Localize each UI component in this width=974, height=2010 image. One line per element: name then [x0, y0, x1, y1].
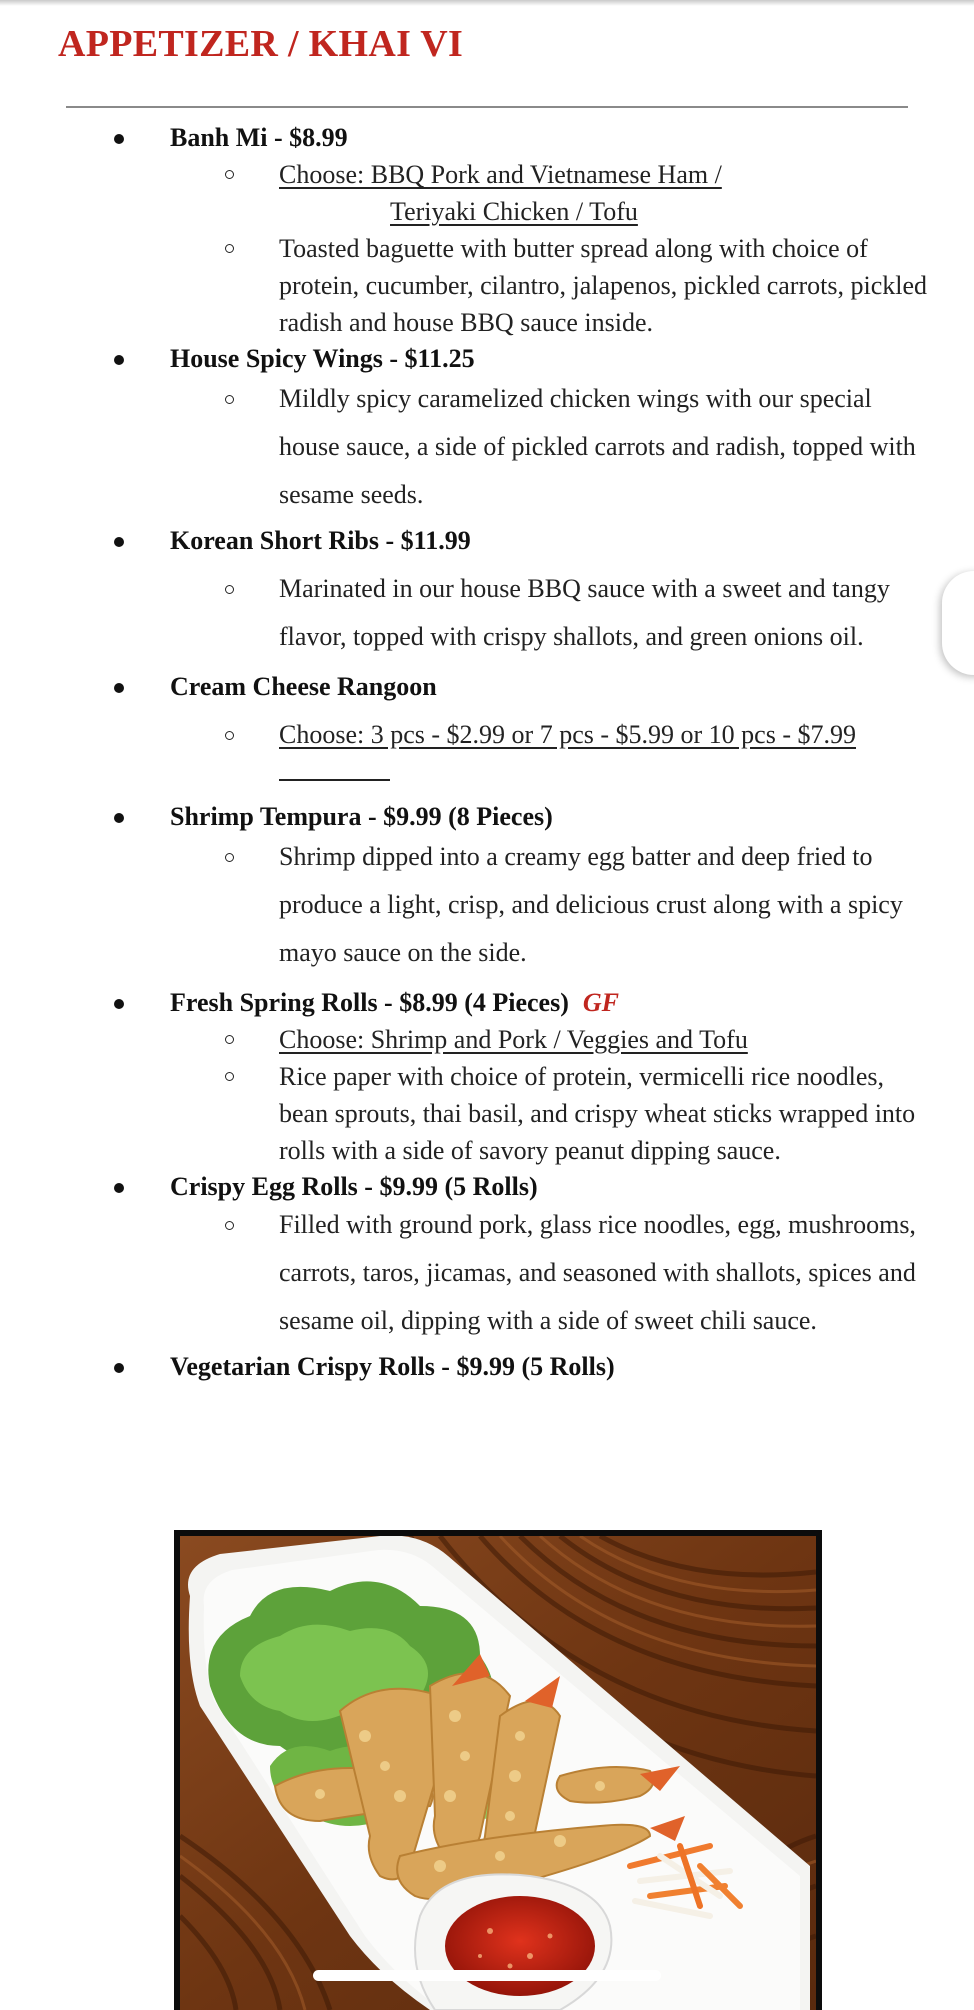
item-choose	[170, 1021, 934, 1058]
item-title: Crispy Egg Rolls - $9.99 (5 Rolls)	[170, 1172, 538, 1201]
bullet-icon	[114, 1183, 124, 1193]
menu-item-house-spicy-wings	[0, 341, 974, 519]
item-name: Fresh Spring Rolls - $8.99 (4 Pieces)	[170, 988, 569, 1017]
choose-line-1: Choose: BBQ Pork and Vietnamese Ham /	[279, 160, 722, 189]
menu-item-crispy-egg-rolls	[0, 1169, 974, 1345]
description-text: Filled with ground pork, glass rice noodles, egg, mushrooms, carrots, taros, jicamas, and seasoned with shallots, spices and sesame oil, dipping with a side of sweet chili sauce.	[279, 1210, 916, 1335]
sub-bullet-icon	[225, 1035, 234, 1044]
sub-bullet-icon	[225, 731, 234, 740]
menu-item-shrimp-tempura	[0, 799, 974, 977]
item-choose	[170, 156, 934, 230]
sub-bullet-icon	[225, 395, 234, 404]
item-title	[170, 985, 934, 1021]
sub-bullet-icon	[225, 170, 234, 179]
item-title: Cream Cheese Rangoon	[170, 672, 437, 701]
choose-line-2: Teriyaki Chicken / Tofu	[390, 197, 638, 226]
choose-text: Choose: Shrimp and Pork / Veggies and Tofu	[279, 1025, 748, 1054]
bullet-icon	[114, 683, 124, 693]
bullet-icon	[114, 134, 124, 144]
item-description	[170, 565, 934, 661]
sub-bullet-icon	[225, 853, 234, 862]
menu-item-fresh-spring-rolls	[0, 985, 974, 1169]
menu-item-banh-mi	[0, 120, 974, 341]
item-choose	[170, 711, 934, 781]
choose-text: Choose: 3 pcs - $2.99 or 7 pcs - $5.99 or 10 pcs - $7.99	[279, 720, 856, 749]
item-description	[170, 833, 934, 977]
food-photo	[174, 1530, 822, 2010]
menu-list	[0, 120, 974, 1385]
bullet-icon	[114, 813, 124, 823]
description-text: Marinated in our house BBQ sauce with a sweet and tangy flavor, topped with crispy shallots, and green onions oil.	[279, 574, 890, 651]
sub-bullet-icon	[225, 1072, 234, 1081]
menu-item-korean-short-ribs	[0, 523, 974, 661]
description-text: Mildly spicy caramelized chicken wings with our special house sauce, a side of pickled carrots and radish, topped with sesame seeds.	[279, 384, 916, 509]
item-description	[170, 1201, 934, 1345]
home-indicator[interactable]	[313, 1970, 661, 1981]
item-title: Vegetarian Crispy Rolls - $9.99 (5 Rolls)	[170, 1352, 615, 1381]
shrimp-tempura-photo	[180, 1536, 816, 2010]
sub-bullet-icon	[225, 585, 234, 594]
menu-item-vegetarian-crispy-rolls	[0, 1349, 974, 1385]
item-title: Korean Short Ribs - $11.99	[170, 526, 471, 555]
description-text: Rice paper with choice of protein, vermicelli rice noodles, bean sprouts, thai basil, and crispy wheat sticks wrapped into rolls with a side of savory peanut dipping sauce.	[279, 1062, 916, 1165]
bullet-icon	[114, 999, 124, 1009]
floating-edge-button[interactable]	[942, 571, 974, 675]
item-description	[170, 1058, 934, 1169]
bullet-icon	[114, 537, 124, 547]
item-title: Shrimp Tempura - $9.99 (8 Pieces)	[170, 802, 553, 831]
sub-bullet-icon	[225, 244, 234, 253]
underline-stub	[279, 779, 390, 781]
item-description	[170, 375, 934, 519]
bullet-icon	[114, 1363, 124, 1373]
description-text: Toasted baguette with butter spread along with choice of protein, cucumber, cilantro, jalapenos, pickled carrots, pickled radish and house BBQ sauce inside.	[279, 234, 927, 337]
gluten-free-badge: GF	[582, 988, 619, 1017]
description-text: Shrimp dipped into a creamy egg batter and deep fried to produce a light, crisp, and delicious crust along with a spicy mayo sauce on the side.	[279, 842, 903, 967]
bullet-icon	[114, 355, 124, 365]
sub-bullet-icon	[225, 1221, 234, 1230]
top-shadow	[0, 0, 974, 6]
item-title: House Spicy Wings - $11.25	[170, 344, 475, 373]
title-divider	[66, 106, 908, 108]
page-title: APPETIZER / KHAI VI	[58, 23, 464, 65]
item-description	[170, 230, 934, 341]
item-title: Banh Mi - $8.99	[170, 123, 348, 152]
menu-item-cream-cheese-rangoon	[0, 669, 974, 781]
